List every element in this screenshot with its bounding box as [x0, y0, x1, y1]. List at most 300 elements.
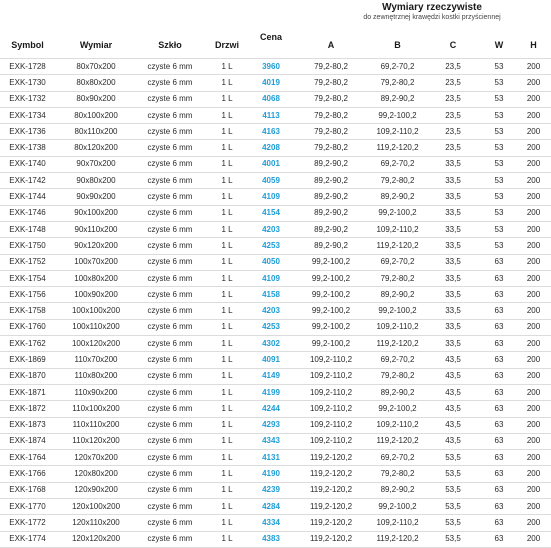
- cell-symbol: EXK-1744: [0, 189, 55, 205]
- cell-h: 200: [516, 189, 551, 205]
- cell-glass: czyste 6 mm: [137, 238, 203, 254]
- cell-c: 43,5: [424, 352, 482, 368]
- cell-c: 23,5: [424, 107, 482, 123]
- column-header-c: C: [449, 40, 457, 50]
- cell-symbol: EXK-1870: [0, 368, 55, 384]
- cell-b: 79,2-80,2: [371, 270, 424, 286]
- cell-w: 63: [482, 482, 516, 498]
- cell-price: 4190: [251, 466, 291, 482]
- cell-h: 200: [516, 368, 551, 384]
- cell-h: 200: [516, 303, 551, 319]
- cell-b: 99,2-100,2: [371, 401, 424, 417]
- cell-c: 53,5: [424, 466, 482, 482]
- cell-symbol: EXK-1869: [0, 352, 55, 368]
- cell-h: 200: [516, 238, 551, 254]
- cell-b: 99,2-100,2: [371, 303, 424, 319]
- cell-symbol: EXK-1768: [0, 482, 55, 498]
- cell-dimension: 110x100x200: [55, 401, 137, 417]
- cell-w: 63: [482, 384, 516, 400]
- cell-price: 4244: [251, 401, 291, 417]
- column-header-dimension: Wymiar: [79, 40, 113, 50]
- cell-price: 4203: [251, 303, 291, 319]
- cell-a: 89,2-90,2: [291, 156, 371, 172]
- cell-glass: czyste 6 mm: [137, 384, 203, 400]
- cell-symbol: EXK-1872: [0, 401, 55, 417]
- cell-doors: 1 L: [203, 482, 251, 498]
- column-header-a: A: [327, 40, 335, 50]
- cell-glass: czyste 6 mm: [137, 450, 203, 466]
- cell-dimension: 90x120x200: [55, 238, 137, 254]
- cell-glass: czyste 6 mm: [137, 156, 203, 172]
- cell-c: 23,5: [424, 140, 482, 156]
- cell-glass: czyste 6 mm: [137, 59, 203, 75]
- cell-h: 200: [516, 466, 551, 482]
- cell-a: 119,2-120,2: [291, 482, 371, 498]
- table-row: [0, 238, 551, 254]
- cell-h: 200: [516, 75, 551, 91]
- cell-h: 200: [516, 450, 551, 466]
- cell-w: 53: [482, 173, 516, 189]
- cell-b: 69,2-70,2: [371, 254, 424, 270]
- cell-h: 200: [516, 91, 551, 107]
- cell-glass: czyste 6 mm: [137, 303, 203, 319]
- cell-w: 53: [482, 140, 516, 156]
- cell-dimension: 80x70x200: [55, 59, 137, 75]
- cell-a: 79,2-80,2: [291, 107, 371, 123]
- table-row: [0, 156, 551, 172]
- cell-a: 109,2-110,2: [291, 401, 371, 417]
- cell-c: 23,5: [424, 91, 482, 107]
- cell-h: 200: [516, 140, 551, 156]
- cell-w: 63: [482, 450, 516, 466]
- cell-b: 109,2-110,2: [371, 221, 424, 237]
- cell-c: 33,5: [424, 205, 482, 221]
- cell-dimension: 90x80x200: [55, 173, 137, 189]
- cell-doors: 1 L: [203, 270, 251, 286]
- cell-dimension: 110x80x200: [55, 368, 137, 384]
- cell-doors: 1 L: [203, 59, 251, 75]
- cell-b: 109,2-110,2: [371, 515, 424, 531]
- column-header-h: H: [530, 40, 537, 50]
- cell-h: 200: [516, 531, 551, 547]
- cell-symbol: EXK-1871: [0, 384, 55, 400]
- table-row: [0, 124, 551, 140]
- cell-b: 79,2-80,2: [371, 368, 424, 384]
- cell-symbol: EXK-1754: [0, 270, 55, 286]
- cell-a: 79,2-80,2: [291, 59, 371, 75]
- table-row: [0, 368, 551, 384]
- cell-glass: czyste 6 mm: [137, 205, 203, 221]
- cell-doors: 1 L: [203, 384, 251, 400]
- cell-doors: 1 L: [203, 303, 251, 319]
- cell-doors: 1 L: [203, 91, 251, 107]
- cell-symbol: EXK-1728: [0, 59, 55, 75]
- cell-doors: 1 L: [203, 450, 251, 466]
- cell-h: 200: [516, 401, 551, 417]
- cell-glass: czyste 6 mm: [137, 287, 203, 303]
- cell-a: 119,2-120,2: [291, 499, 371, 515]
- cell-b: 119,2-120,2: [371, 531, 424, 547]
- cell-b: 99,2-100,2: [371, 107, 424, 123]
- cell-h: 200: [516, 482, 551, 498]
- cell-w: 63: [482, 336, 516, 352]
- cell-doors: 1 L: [203, 75, 251, 91]
- cell-price: 4109: [251, 189, 291, 205]
- table-row: [0, 287, 551, 303]
- cell-symbol: EXK-1734: [0, 107, 55, 123]
- cell-price: 4019: [251, 75, 291, 91]
- cell-price: 4059: [251, 173, 291, 189]
- cell-a: 89,2-90,2: [291, 221, 371, 237]
- cell-a: 109,2-110,2: [291, 368, 371, 384]
- cell-w: 63: [482, 466, 516, 482]
- cell-dimension: 100x120x200: [55, 336, 137, 352]
- cell-price: 4253: [251, 238, 291, 254]
- cell-b: 109,2-110,2: [371, 124, 424, 140]
- cell-glass: czyste 6 mm: [137, 75, 203, 91]
- cell-dimension: 120x100x200: [55, 499, 137, 515]
- cell-a: 119,2-120,2: [291, 450, 371, 466]
- cell-b: 89,2-90,2: [371, 91, 424, 107]
- cell-doors: 1 L: [203, 140, 251, 156]
- cell-h: 200: [516, 515, 551, 531]
- column-header-b: B: [394, 40, 401, 50]
- cell-b: 99,2-100,2: [371, 205, 424, 221]
- table-row: [0, 482, 551, 498]
- table-row: [0, 319, 551, 335]
- cell-dimension: 120x80x200: [55, 466, 137, 482]
- cell-b: 89,2-90,2: [371, 384, 424, 400]
- cell-h: 200: [516, 59, 551, 75]
- cell-price: 4239: [251, 482, 291, 498]
- table-row: [0, 205, 551, 221]
- table-body: [0, 59, 551, 548]
- cell-doors: 1 L: [203, 499, 251, 515]
- cell-a: 89,2-90,2: [291, 238, 371, 254]
- cell-a: 99,2-100,2: [291, 336, 371, 352]
- cell-glass: czyste 6 mm: [137, 499, 203, 515]
- cell-doors: 1 L: [203, 417, 251, 433]
- cell-w: 63: [482, 433, 516, 449]
- cell-w: 63: [482, 515, 516, 531]
- table-row: [0, 303, 551, 319]
- cell-w: 63: [482, 401, 516, 417]
- cell-dimension: 90x100x200: [55, 205, 137, 221]
- cell-h: 200: [516, 417, 551, 433]
- cell-w: 53: [482, 189, 516, 205]
- cell-glass: czyste 6 mm: [137, 254, 203, 270]
- cell-price: 4109: [251, 270, 291, 286]
- cell-c: 33,5: [424, 287, 482, 303]
- cell-doors: 1 L: [203, 433, 251, 449]
- cell-glass: czyste 6 mm: [137, 91, 203, 107]
- cell-h: 200: [516, 336, 551, 352]
- table-row: [0, 417, 551, 433]
- cell-glass: czyste 6 mm: [137, 515, 203, 531]
- cell-symbol: EXK-1742: [0, 173, 55, 189]
- cell-glass: czyste 6 mm: [137, 107, 203, 123]
- cell-price: 4334: [251, 515, 291, 531]
- cell-symbol: EXK-1873: [0, 417, 55, 433]
- cell-doors: 1 L: [203, 238, 251, 254]
- cell-b: 69,2-70,2: [371, 450, 424, 466]
- dimensions-group-subtitle: do zewnętrznej krawędzi kostki przyściennej: [363, 14, 501, 21]
- cell-doors: 1 L: [203, 531, 251, 547]
- cell-symbol: EXK-1746: [0, 205, 55, 221]
- cell-dimension: 90x110x200: [55, 221, 137, 237]
- cell-doors: 1 L: [203, 124, 251, 140]
- cell-a: 79,2-80,2: [291, 75, 371, 91]
- cell-glass: czyste 6 mm: [137, 319, 203, 335]
- table-header: [0, 0, 551, 58]
- cell-symbol: EXK-1766: [0, 466, 55, 482]
- cell-a: 99,2-100,2: [291, 303, 371, 319]
- cell-a: 99,2-100,2: [291, 319, 371, 335]
- cell-h: 200: [516, 384, 551, 400]
- cell-c: 33,5: [424, 238, 482, 254]
- cell-dimension: 80x120x200: [55, 140, 137, 156]
- cell-dimension: 100x100x200: [55, 303, 137, 319]
- cell-w: 63: [482, 352, 516, 368]
- cell-b: 89,2-90,2: [371, 189, 424, 205]
- cell-price: 4149: [251, 368, 291, 384]
- cell-b: 89,2-90,2: [371, 482, 424, 498]
- cell-symbol: EXK-1748: [0, 221, 55, 237]
- cell-w: 63: [482, 499, 516, 515]
- table-row: [0, 173, 551, 189]
- cell-glass: czyste 6 mm: [137, 368, 203, 384]
- cell-h: 200: [516, 173, 551, 189]
- cell-price: 4050: [251, 254, 291, 270]
- cell-a: 109,2-110,2: [291, 384, 371, 400]
- cell-symbol: EXK-1736: [0, 124, 55, 140]
- cell-b: 119,2-120,2: [371, 238, 424, 254]
- cell-b: 69,2-70,2: [371, 352, 424, 368]
- cell-price: 4253: [251, 319, 291, 335]
- column-header-symbol: Symbol: [11, 40, 44, 50]
- dimensions-group-title: Wymiary rzeczywiste: [382, 2, 482, 13]
- cell-dimension: 120x70x200: [55, 450, 137, 466]
- cell-a: 89,2-90,2: [291, 173, 371, 189]
- cell-symbol: EXK-1738: [0, 140, 55, 156]
- table-row: [0, 515, 551, 531]
- cell-dimension: 80x100x200: [55, 107, 137, 123]
- cell-b: 109,2-110,2: [371, 417, 424, 433]
- cell-h: 200: [516, 287, 551, 303]
- table-row: [0, 433, 551, 449]
- cell-doors: 1 L: [203, 173, 251, 189]
- cell-c: 53,5: [424, 531, 482, 547]
- cell-doors: 1 L: [203, 205, 251, 221]
- cell-glass: czyste 6 mm: [137, 124, 203, 140]
- cell-c: 33,5: [424, 173, 482, 189]
- column-header-glass: Szkło: [158, 40, 182, 50]
- table-row: [0, 270, 551, 286]
- cell-glass: czyste 6 mm: [137, 531, 203, 547]
- cell-b: 99,2-100,2: [371, 499, 424, 515]
- cell-a: 79,2-80,2: [291, 124, 371, 140]
- cell-glass: czyste 6 mm: [137, 140, 203, 156]
- cell-a: 119,2-120,2: [291, 531, 371, 547]
- cell-c: 33,5: [424, 336, 482, 352]
- cell-h: 200: [516, 124, 551, 140]
- cell-a: 119,2-120,2: [291, 515, 371, 531]
- cell-doors: 1 L: [203, 107, 251, 123]
- cell-symbol: EXK-1732: [0, 91, 55, 107]
- cell-c: 33,5: [424, 189, 482, 205]
- cell-c: 53,5: [424, 482, 482, 498]
- cell-h: 200: [516, 156, 551, 172]
- cell-c: 53,5: [424, 515, 482, 531]
- cell-w: 63: [482, 303, 516, 319]
- cell-w: 63: [482, 270, 516, 286]
- cell-symbol: EXK-1760: [0, 319, 55, 335]
- cell-dimension: 100x90x200: [55, 287, 137, 303]
- cell-c: 33,5: [424, 270, 482, 286]
- table-row: [0, 59, 551, 75]
- cell-dimension: 110x120x200: [55, 433, 137, 449]
- cell-dimension: 120x120x200: [55, 531, 137, 547]
- cell-price: 4091: [251, 352, 291, 368]
- cell-symbol: EXK-1758: [0, 303, 55, 319]
- cell-h: 200: [516, 221, 551, 237]
- cell-c: 23,5: [424, 75, 482, 91]
- cell-dimension: 90x90x200: [55, 189, 137, 205]
- cell-symbol: EXK-1774: [0, 531, 55, 547]
- cell-symbol: EXK-1752: [0, 254, 55, 270]
- cell-c: 43,5: [424, 433, 482, 449]
- cell-glass: czyste 6 mm: [137, 466, 203, 482]
- table-row: [0, 221, 551, 237]
- column-header-doors: Drzwi: [214, 40, 239, 50]
- cell-w: 53: [482, 91, 516, 107]
- cell-w: 53: [482, 59, 516, 75]
- price-table: [0, 58, 551, 548]
- cell-price: 4158: [251, 287, 291, 303]
- cell-symbol: EXK-1762: [0, 336, 55, 352]
- cell-a: 99,2-100,2: [291, 287, 371, 303]
- cell-h: 200: [516, 352, 551, 368]
- cell-a: 89,2-90,2: [291, 189, 371, 205]
- cell-price: 4154: [251, 205, 291, 221]
- cell-price: 4199: [251, 384, 291, 400]
- cell-price: 4284: [251, 499, 291, 515]
- cell-price: 4293: [251, 417, 291, 433]
- cell-doors: 1 L: [203, 466, 251, 482]
- cell-symbol: EXK-1772: [0, 515, 55, 531]
- table-row: [0, 91, 551, 107]
- cell-w: 63: [482, 368, 516, 384]
- cell-symbol: EXK-1756: [0, 287, 55, 303]
- cell-glass: czyste 6 mm: [137, 189, 203, 205]
- cell-b: 109,2-110,2: [371, 319, 424, 335]
- cell-b: 69,2-70,2: [371, 59, 424, 75]
- cell-dimension: 90x70x200: [55, 156, 137, 172]
- cell-a: 109,2-110,2: [291, 433, 371, 449]
- cell-dimension: 110x90x200: [55, 384, 137, 400]
- cell-glass: czyste 6 mm: [137, 173, 203, 189]
- cell-price: 3960: [251, 59, 291, 75]
- cell-c: 53,5: [424, 450, 482, 466]
- cell-price: 4302: [251, 336, 291, 352]
- cell-doors: 1 L: [203, 401, 251, 417]
- cell-symbol: EXK-1764: [0, 450, 55, 466]
- cell-dimension: 110x70x200: [55, 352, 137, 368]
- cell-h: 200: [516, 319, 551, 335]
- cell-c: 33,5: [424, 221, 482, 237]
- cell-dimension: 80x80x200: [55, 75, 137, 91]
- cell-doors: 1 L: [203, 254, 251, 270]
- cell-a: 79,2-80,2: [291, 91, 371, 107]
- cell-price: 4343: [251, 433, 291, 449]
- cell-h: 200: [516, 205, 551, 221]
- cell-dimension: 80x110x200: [55, 124, 137, 140]
- cell-glass: czyste 6 mm: [137, 352, 203, 368]
- cell-h: 200: [516, 254, 551, 270]
- cell-doors: 1 L: [203, 221, 251, 237]
- cell-c: 43,5: [424, 401, 482, 417]
- column-header-w: W: [494, 40, 504, 50]
- cell-symbol: EXK-1750: [0, 238, 55, 254]
- cell-dimension: 100x110x200: [55, 319, 137, 335]
- cell-c: 23,5: [424, 59, 482, 75]
- table-row: [0, 384, 551, 400]
- cell-doors: 1 L: [203, 189, 251, 205]
- cell-a: 99,2-100,2: [291, 270, 371, 286]
- cell-glass: czyste 6 mm: [137, 221, 203, 237]
- cell-dimension: 110x110x200: [55, 417, 137, 433]
- cell-c: 33,5: [424, 254, 482, 270]
- cell-c: 53,5: [424, 499, 482, 515]
- cell-glass: czyste 6 mm: [137, 270, 203, 286]
- cell-w: 63: [482, 531, 516, 547]
- cell-w: 63: [482, 319, 516, 335]
- cell-b: 119,2-120,2: [371, 336, 424, 352]
- cell-w: 53: [482, 221, 516, 237]
- cell-price: 4113: [251, 107, 291, 123]
- cell-c: 33,5: [424, 303, 482, 319]
- cell-c: 33,5: [424, 319, 482, 335]
- cell-w: 53: [482, 238, 516, 254]
- cell-a: 79,2-80,2: [291, 140, 371, 156]
- cell-price: 4131: [251, 450, 291, 466]
- cell-doors: 1 L: [203, 352, 251, 368]
- cell-dimension: 120x110x200: [55, 515, 137, 531]
- cell-w: 53: [482, 205, 516, 221]
- table-row: [0, 352, 551, 368]
- cell-b: 119,2-120,2: [371, 140, 424, 156]
- table-row: [0, 75, 551, 91]
- table-row: [0, 450, 551, 466]
- table-row: [0, 531, 551, 547]
- cell-b: 89,2-90,2: [371, 287, 424, 303]
- cell-b: 79,2-80,2: [371, 75, 424, 91]
- cell-w: 63: [482, 417, 516, 433]
- cell-c: 33,5: [424, 156, 482, 172]
- cell-a: 109,2-110,2: [291, 417, 371, 433]
- table-row: [0, 499, 551, 515]
- cell-w: 53: [482, 124, 516, 140]
- cell-price: 4163: [251, 124, 291, 140]
- table-row: [0, 140, 551, 156]
- cell-symbol: EXK-1770: [0, 499, 55, 515]
- cell-doors: 1 L: [203, 287, 251, 303]
- cell-c: 43,5: [424, 417, 482, 433]
- cell-glass: czyste 6 mm: [137, 401, 203, 417]
- cell-h: 200: [516, 433, 551, 449]
- cell-glass: czyste 6 mm: [137, 433, 203, 449]
- cell-c: 43,5: [424, 368, 482, 384]
